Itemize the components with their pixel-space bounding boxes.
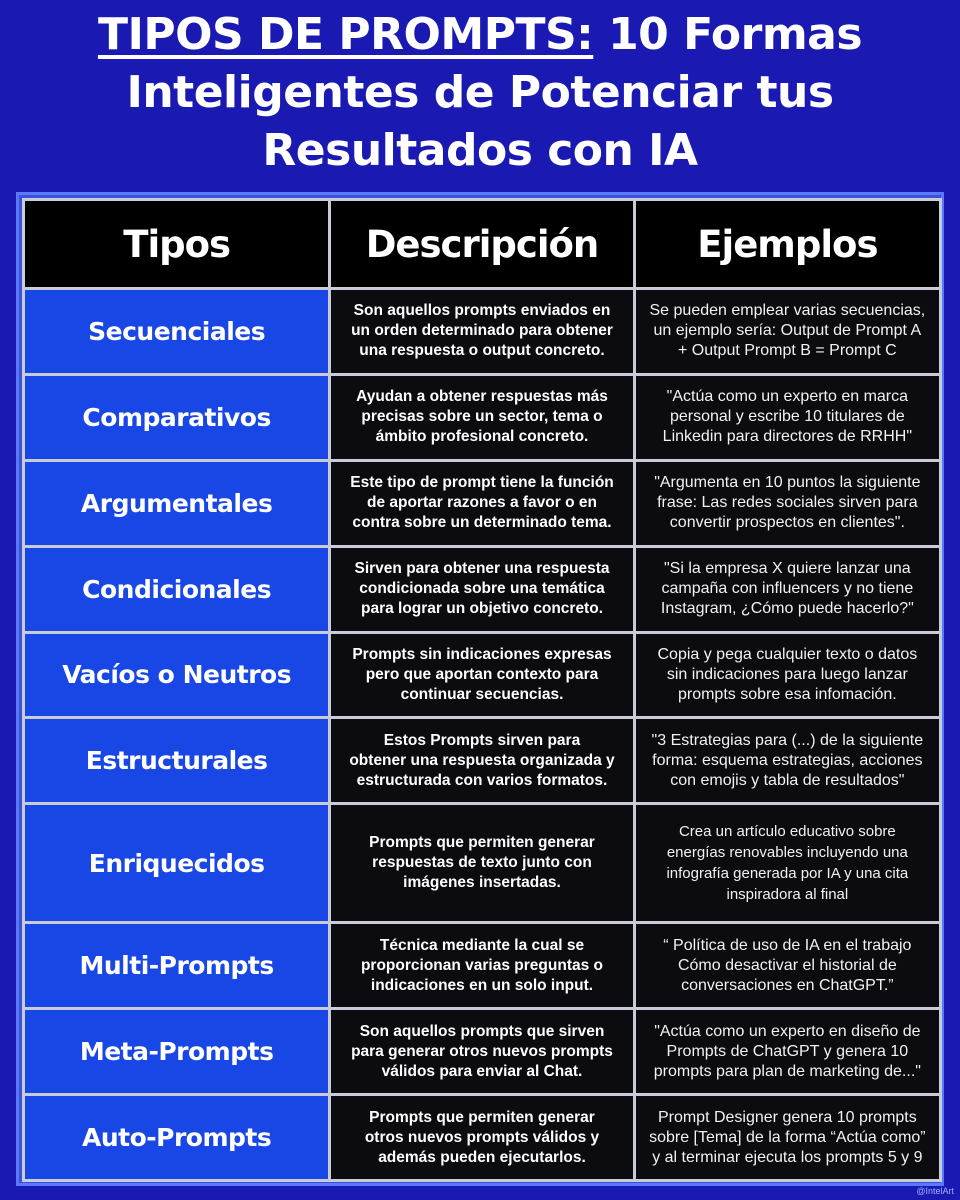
example-line: conversaciones en ChatGPT.” — [681, 976, 894, 994]
table-row — [25, 719, 939, 802]
example-cell — [636, 290, 939, 373]
description-line: contra sobre un determinado tema. — [352, 514, 612, 532]
description-line: respuestas de texto junto con — [372, 854, 592, 872]
title-line1-rest: 10 Formas — [593, 9, 863, 60]
description-line: Sirven para obtener una respuesta — [354, 560, 610, 578]
example-line: Copia y pega cualquier texto o datos — [657, 645, 918, 663]
description-cell — [331, 719, 632, 802]
header-ejemplos: Ejemplos — [636, 201, 939, 287]
page-title — [0, 6, 960, 180]
description-line: indicaciones en un solo input. — [370, 976, 594, 994]
description-line: Son aquellos prompts que sirven — [359, 1022, 605, 1040]
description-line: otros nuevos prompts válidos y — [364, 1128, 600, 1146]
table-row — [25, 1010, 939, 1093]
description-line: obtener una respuesta organizada y — [349, 751, 615, 769]
header-row — [25, 201, 939, 287]
example-line: "Actúa como un experto en diseño de — [654, 1022, 921, 1040]
example-line: con emojis y tabla de resultados" — [670, 771, 905, 789]
example-line: sobre [Tema] de la forma “Actúa como” — [649, 1128, 926, 1146]
type-cell: Meta-Prompts — [25, 1010, 328, 1093]
type-cell: Vacíos o Neutros — [25, 634, 328, 717]
example-line: y al terminar ejecuta los prompts 5 y 9 — [652, 1148, 923, 1166]
description-cell — [331, 924, 632, 1007]
description-line: proporcionan varias preguntas o — [360, 956, 603, 974]
description-cell — [331, 805, 632, 921]
example-cell — [636, 924, 939, 1007]
description-line: ámbito profesional concreto. — [375, 428, 589, 446]
title-line2: Inteligentes de Potenciar tus — [126, 67, 834, 118]
description-line: Son aquellos prompts enviados en — [353, 302, 611, 320]
description-line: pero que aportan contexto para — [365, 665, 599, 683]
description-cell — [331, 634, 632, 717]
table-row — [25, 376, 939, 459]
example-line: Instagram, ¿Cómo puede hacerlo?" — [660, 600, 914, 618]
table-row — [25, 548, 939, 631]
description-line: Técnica mediante la cual se — [379, 936, 585, 954]
example-line: un ejemplo sería: Output de Prompt A — [653, 322, 922, 340]
type-cell: Secuenciales — [25, 290, 328, 373]
description-line: una respuesta o output concreto. — [359, 342, 605, 360]
example-line: "Actúa como un experto en marca — [666, 388, 909, 406]
description-cell — [331, 1096, 632, 1179]
prompt-types-table — [22, 198, 942, 1182]
example-line: convertir prospectos en clientes". — [669, 514, 905, 532]
table-row — [25, 1096, 939, 1179]
description-line: Ayudan a obtener respuestas más — [356, 388, 608, 406]
description-line: válidos para enviar al Chat. — [381, 1062, 583, 1080]
table-row — [25, 634, 939, 717]
description-line: precisas sobre un sector, tema o — [361, 408, 603, 426]
example-line: campaña con influencers y no tiene — [661, 580, 914, 598]
title-underlined: TIPOS DE PROMPTS: — [97, 9, 594, 60]
example-line: + Output Prompt B = Prompt C — [677, 342, 897, 360]
example-line: “ Política de uso de IA en el trabajo — [663, 936, 912, 954]
example-line: prompts sobre esa infomación. — [677, 685, 897, 703]
description-cell — [331, 1010, 632, 1093]
example-line: Linkedin para directores de RRHH" — [662, 428, 913, 446]
description-cell — [331, 376, 632, 459]
example-line: infografía generada por IA y una cita — [666, 865, 909, 883]
description-line: además pueden ejecutarlos. — [378, 1148, 586, 1166]
example-line: Se pueden emplear varias secuencias, — [649, 302, 926, 320]
description-line: condicionada sobre una temática — [359, 580, 605, 598]
header-descripcion: Descripción — [331, 201, 632, 287]
type-cell: Condicionales — [25, 548, 328, 631]
description-line: para lograr un objetivo concreto. — [360, 600, 603, 618]
header-tipos: Tipos — [25, 201, 328, 287]
type-cell: Multi-Prompts — [25, 924, 328, 1007]
type-cell: Argumentales — [25, 462, 328, 545]
table-row — [25, 290, 939, 373]
example-line: Cómo desactivar el historial de — [677, 956, 897, 974]
type-cell: Auto-Prompts — [25, 1096, 328, 1179]
example-line: inspiradora al final — [726, 886, 849, 904]
type-cell: Estructurales — [25, 719, 328, 802]
example-line: "3 Estrategias para (...) de la siguiente — [651, 731, 924, 749]
example-line: forma: esquema estrategias, acciones — [652, 751, 923, 769]
example-cell — [636, 634, 939, 717]
description-line: Prompts que permiten generar — [369, 1108, 595, 1126]
type-cell: Enriquecidos — [25, 805, 328, 921]
example-line: Prompt Designer genera 10 prompts — [657, 1108, 917, 1126]
example-line: Crea un artículo educativo sobre — [678, 823, 896, 841]
table-row — [25, 462, 939, 545]
example-line: prompts para plan de marketing de..." — [653, 1062, 921, 1080]
description-line: Este tipo de prompt tiene la función — [350, 474, 614, 492]
title-line3: Resultados con IA — [262, 125, 698, 176]
example-line: energías renovables incluyendo una — [666, 844, 908, 862]
credit: @IntelArt — [916, 1186, 954, 1196]
example-cell — [636, 376, 939, 459]
example-line: sin indicaciones para luego lanzar — [666, 665, 908, 683]
description-line: Prompts que permiten generar — [369, 834, 595, 852]
table-row — [25, 924, 939, 1007]
example-cell — [636, 462, 939, 545]
description-line: continuar secuencias. — [400, 685, 564, 703]
description-line: estructurada con varios formatos. — [356, 771, 608, 789]
example-line: personal y escribe 10 titulares de — [669, 408, 905, 426]
example-cell — [636, 719, 939, 802]
example-cell — [636, 1010, 939, 1093]
example-cell — [636, 548, 939, 631]
example-line: Prompts de ChatGPT y genera 10 — [666, 1042, 909, 1060]
description-cell — [331, 290, 632, 373]
example-line: "Argumenta en 10 puntos la siguiente — [654, 474, 921, 492]
description-line: para generar otros nuevos prompts — [351, 1042, 613, 1060]
example-line: frase: Las redes sociales sirven para — [657, 494, 918, 512]
description-line: imágenes insertadas. — [403, 874, 561, 892]
example-cell — [636, 805, 939, 921]
description-line: Estos Prompts sirven para — [383, 731, 581, 749]
example-cell — [636, 1096, 939, 1179]
example-line: "Si la empresa X quiere lanzar una — [664, 560, 911, 578]
description-cell — [331, 548, 632, 631]
type-cell: Comparativos — [25, 376, 328, 459]
description-line: Prompts sin indicaciones expresas — [352, 645, 612, 663]
description-line: de aportar razones a favor o en — [366, 494, 597, 512]
table-row — [25, 805, 939, 921]
description-cell — [331, 462, 632, 545]
description-line: un orden determinado para obtener — [351, 322, 613, 340]
